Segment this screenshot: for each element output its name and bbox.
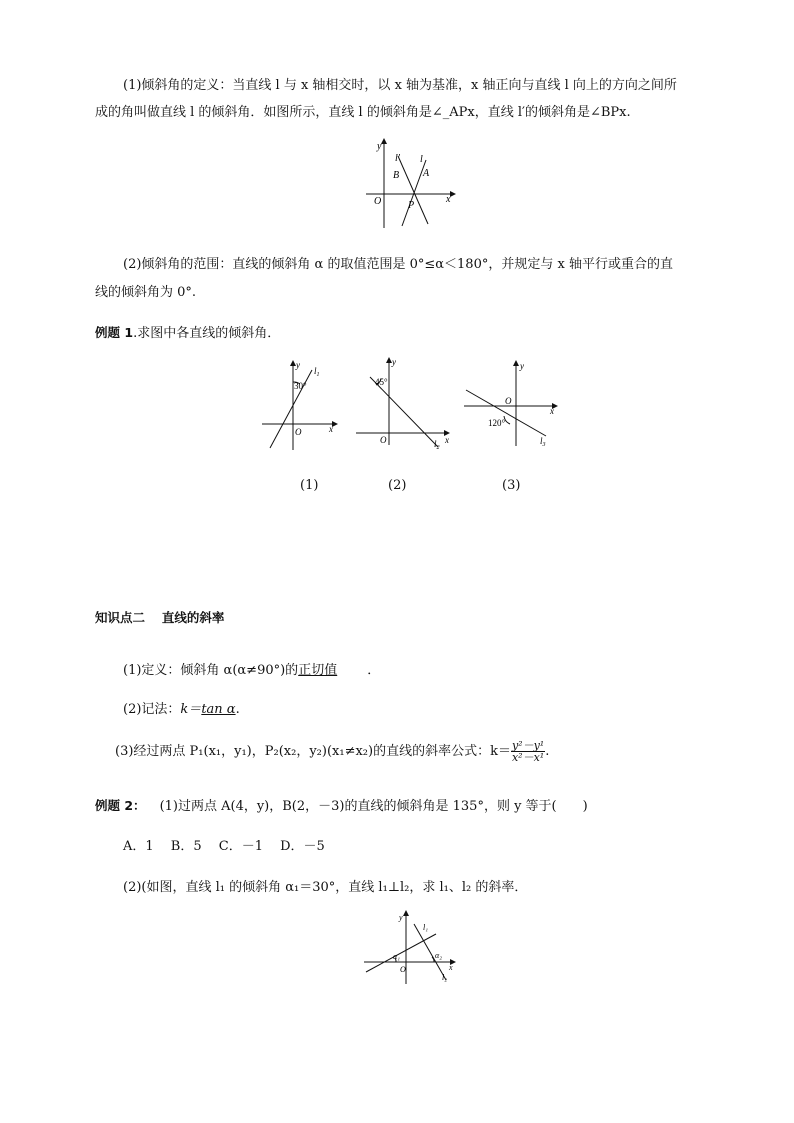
- fig3-x: x: [449, 963, 453, 972]
- fig2b-origin: O: [380, 435, 387, 445]
- fig1-origin: O: [374, 196, 382, 207]
- fig1-x: x: [446, 194, 451, 205]
- slope-def-prefix: (1)定义：倾斜角 α(α≠90°)的: [123, 663, 299, 678]
- fig3-origin: O: [400, 965, 406, 974]
- fig3-alpha1: α₁: [393, 952, 400, 961]
- fig2c-angle: 120°: [488, 418, 506, 428]
- fig2c-x: x: [550, 406, 554, 416]
- figure-example1-a: [260, 358, 340, 453]
- def-line-2: 成的角叫做直线 l 的倾斜角．如图所示，直线 l 的倾斜角是∠_APx，直线 l′的倾斜角是∠BPx.: [95, 105, 631, 120]
- fig2a-l: $l_1$: [314, 366, 320, 378]
- example-2-q1: [95, 795, 588, 814]
- fig2a-y: y: [296, 360, 300, 370]
- fig2c-l: $l_3$: [540, 436, 546, 448]
- fig2b-x: x: [445, 435, 449, 445]
- fig2a-x: x: [329, 424, 333, 434]
- fig2b-l: $l_2$: [434, 439, 440, 451]
- fig2b-y: y: [392, 357, 396, 367]
- slope-formula-prefix: (3)经过两点 P₁(x₁，y₁)，P₂(x₂，y₂)(x₁≠x₂)的直线的斜率公式：k＝: [115, 744, 511, 759]
- fig3-y: y: [399, 913, 403, 922]
- example-2-q2: (2)(如图，直线 l₁ 的倾斜角 α₁＝30°，直线 l₁⊥l₂，求 l₁、l₂ 的斜率．: [123, 880, 528, 895]
- figure-example2: [362, 910, 462, 986]
- slope-formula: [115, 740, 549, 763]
- figure-example1-b: [354, 355, 454, 453]
- slope-formula-den: x²－x¹: [511, 751, 545, 764]
- slope-formula-end: .: [545, 744, 550, 759]
- slope-note-prefix: (2)记法：: [123, 702, 181, 717]
- slope-formula-num: y²－y¹: [511, 739, 545, 752]
- fig2c-origin: O: [505, 396, 512, 406]
- range-line-1: (2)倾斜角的范围：直线的倾斜角 α 的取值范围是 0°≤α＜180°，并规定与 x 轴平行或重合的直: [123, 257, 673, 272]
- example-2-choices: A．1 B．5 C．－1 D．－5: [123, 839, 325, 854]
- slope-definition: [123, 659, 380, 678]
- fig2c-y: y: [520, 361, 524, 371]
- slope-fraction: [511, 740, 545, 763]
- fig1-B: B: [393, 170, 400, 181]
- figure-example1-c: [462, 358, 562, 450]
- fig1-l: l: [420, 154, 423, 165]
- slope-note-val: tan α: [201, 702, 236, 717]
- example-2-label: 例题 2：: [95, 798, 146, 813]
- figure-inclination-angle: [362, 138, 456, 230]
- range-line-2: 线的倾斜角为 0°.: [95, 285, 197, 300]
- slope-def-blank: 正切值: [298, 663, 338, 678]
- fig3-l2: l₂: [442, 973, 448, 982]
- fig1-y: y: [377, 141, 382, 152]
- example-1-text: .求图中各直线的倾斜角．: [133, 326, 281, 341]
- fig1-A: A: [423, 168, 430, 179]
- fig3-alpha2: α₂: [435, 951, 442, 960]
- slope-notation: [123, 698, 240, 717]
- example-1: [95, 322, 280, 341]
- slope-note-k: k＝: [180, 702, 202, 717]
- example-2-q1-text: (1)过两点 A(4，y)，B(2，－3)的直线的倾斜角是 135°，则 y 等于( ): [159, 799, 588, 814]
- fig1-P: P: [408, 200, 415, 211]
- fig3-l1: l₁: [423, 923, 429, 932]
- fig2a-angle: 30°: [294, 381, 307, 391]
- slope-def-end: ．: [367, 663, 381, 678]
- fig2a-caption: (1): [300, 478, 319, 493]
- def-line-1: (1)倾斜角的定义：当直线 l 与 x 轴相交时，以 x 轴为基准，x 轴正向与直线 l 向上的方向之间所: [123, 78, 677, 93]
- example-1-label: 例题 1: [95, 325, 134, 340]
- fig2c-caption: (3): [502, 478, 521, 493]
- fig2a-origin: O: [295, 427, 302, 437]
- fig2b-angle: 45°: [375, 377, 388, 387]
- fig1-lprime: l′: [395, 153, 400, 164]
- slope-note-end: .: [235, 702, 240, 717]
- section-2-title: 知识点二 直线的斜率: [95, 610, 225, 625]
- fig2b-caption: (2): [388, 478, 407, 493]
